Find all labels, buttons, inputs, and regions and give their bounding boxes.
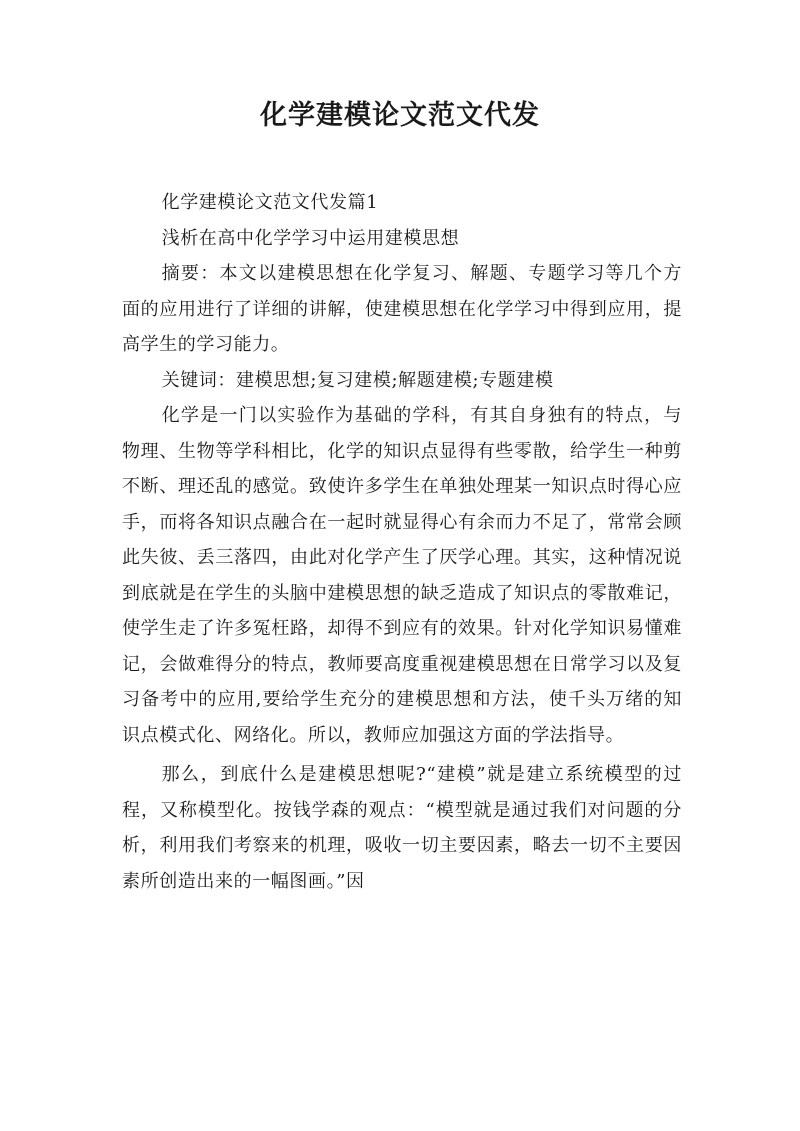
- article-subtitle: 浅析在高中化学学习中运用建模思想: [161, 227, 460, 249]
- body-paragraph: 那么，到底什么是建模思想呢?“建模”就是建立系统模型的过程，又称模型化。按钱学森的观点：“模型就是通过我们对问题的分析，利用我们考察来的机理，吸收一切主要因素，略去一切不主要因素所创造出来的一幅图画。”因: [122, 764, 682, 892]
- abstract-paragraph: 摘要：本文以建模思想在化学复习、解题、专题学习等几个方面的应用进行了详细的讲解，使建模思想在化学学习中得到应用，提高学生的学习能力。: [122, 263, 682, 355]
- article-heading: 化学建模论文范文代发篇1: [161, 192, 379, 213]
- document-body: [122, 185, 682, 899]
- body-paragraph: 化学是一门以实验作为基础的学科，有其自身独有的特点，与物理、生物等学科相比，化学的知识点显得有些零散，给学生一种剪不断、理还乱的感觉。致使许多学生在单独处理某一知识点时得心应手，而将各知识点融合在一起时就显得心有余而力不足了，常常会顾此失彼、丢三落四，由此对化学产生了厌学心理。其实，这种情况说到底就是在学生的头脑中建模思想的缺乏造成了知识点的零散难记，使学生走了许多冤枉路，却得不到应有的效果。针对化学知识易懂难记，会做难得分的特点，教师要高度重视建模思想在日常学习以及复习备考中的应用,要给学生充分的建模思想和方法，使千头万绪的知识点模式化、网络化。所以，教师应加强这方面的学法指导。: [122, 405, 682, 746]
- keywords-paragraph: 关键词：建模思想;复习建模;解题建模;专题建模: [161, 369, 554, 391]
- document-title: 化学建模论文范文代发: [260, 100, 540, 131]
